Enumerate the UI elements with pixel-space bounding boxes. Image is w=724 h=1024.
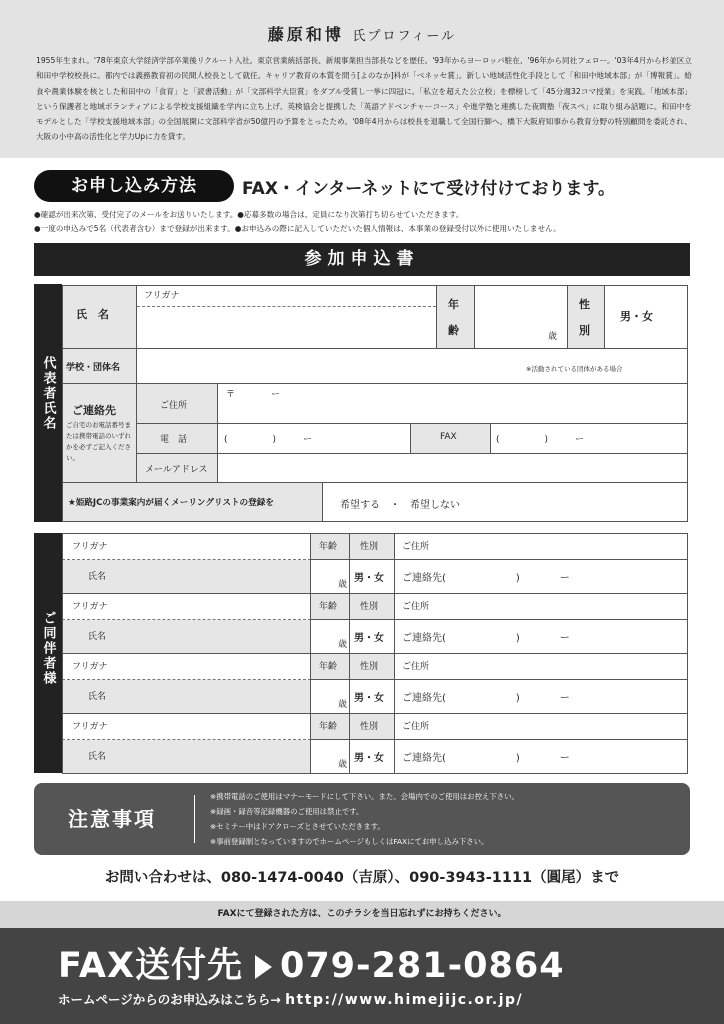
companion-furigana-label: フリガナ — [72, 542, 108, 552]
inquiry-line: お問い合わせは、080-1474-0040（吉原）、090-3943-1111（圓尾）まで — [104, 870, 620, 886]
companion-name-label: 氏名 — [88, 632, 107, 642]
method-note: ●一度の申込みで5名（代表者含む）まで登録が出来ます。●お申込みの際に記入していただいた個人情報は、本事業の登録受付以外に使用いたしません。 — [34, 224, 561, 233]
fax-number: 079-281-0864 — [279, 946, 565, 986]
rep-school-label: 学校・団体名 — [66, 363, 121, 373]
companion-sidebar: ご同伴者様 — [34, 533, 62, 773]
form-title: 参加申込書 — [34, 243, 690, 276]
rep-gender-label: 性別 — [579, 298, 590, 337]
rep-email-label: メールアドレス — [145, 465, 208, 475]
notice-heading: 注意事項 — [68, 807, 156, 831]
web-label: ホームページからのお申込みはこちら→ — [58, 992, 281, 1007]
companion-furigana-label: フリガナ — [72, 722, 108, 732]
companion-age-label: 年齢 — [319, 662, 338, 672]
rep-phone-format: ( ) ー — [224, 435, 313, 445]
rep-postal: 〒 ー — [226, 390, 281, 400]
website-link[interactable]: http://www.himejijc.or.jp/ — [285, 992, 524, 1008]
rep-mailing-options: 希望する ・ 希望しない — [340, 500, 460, 511]
companion-age-unit: 歳 — [338, 640, 348, 650]
method-headline: FAX・インターネットにて受け付けております。 — [242, 179, 616, 199]
companion-gender-label: 性別 — [360, 542, 379, 552]
companion-address-label: ご住所 — [402, 722, 430, 732]
method-notes — [34, 208, 694, 236]
companion-contact: ご連絡先( ) ー — [402, 693, 570, 704]
companion-age-label: 年齢 — [319, 602, 338, 612]
rep-furigana-label: フリガナ — [144, 291, 180, 301]
rep-sidebar: 代表者氏名 — [34, 284, 62, 522]
bring-flyer-note: FAXにて登録された方は、このチラシを当日忘れずにお持ちください。 — [0, 901, 724, 928]
rep-contact-label: ご連絡先 — [72, 404, 116, 417]
companion-age-unit: 歳 — [338, 760, 348, 770]
rep-contact-note: ご自宅のお電話番号または携帯電話のいずれかを必ずご記入ください。 — [66, 421, 131, 462]
companion-name-label: 氏名 — [88, 692, 107, 702]
companion-gender-options: 男・女 — [354, 693, 384, 704]
method-note: ●確認が出来次第、受付完了のメールをお送りいたします。●応募多数の場合は、定員になり次第打ち切らせていただきます。 — [34, 210, 464, 219]
fax-footer — [0, 928, 724, 1024]
method-label: お申し込み方法 — [34, 170, 234, 202]
profile-section — [0, 0, 724, 158]
notice-item: ※事前登録制となっていますのでホームページもしくはFAXにてお申し込み下さい。 — [210, 837, 489, 846]
application-method — [34, 170, 690, 204]
companion-contact: ご連絡先( ) ー — [402, 753, 570, 764]
notice-item: ※録画・録音等記録機器のご使用は禁止です。 — [210, 807, 364, 816]
notice-item: ※携帯電話のご使用はマナーモードにして下さい。また、会場内でのご使用はお控え下さい。 — [210, 792, 519, 801]
companion-furigana-label: フリガナ — [72, 602, 108, 612]
companion-gender-label: 性別 — [360, 602, 379, 612]
companion-age-unit: 歳 — [338, 580, 348, 590]
fax-destination — [58, 938, 565, 988]
companion-gender-label: 性別 — [360, 662, 379, 672]
companion-age-unit: 歳 — [338, 700, 348, 710]
notice-items — [210, 789, 519, 849]
companion-gender-options: 男・女 — [354, 753, 384, 764]
profile-title — [0, 22, 724, 45]
rep-address-label: ご住所 — [160, 401, 188, 411]
profile-suffix: 氏プロフィール — [352, 29, 457, 44]
companion-gender-options: 男・女 — [354, 633, 384, 644]
rep-age-unit: 歳 — [548, 332, 558, 342]
fax-label: FAX送付先 — [58, 946, 243, 986]
notice-divider — [194, 795, 195, 843]
companion-contact: ご連絡先( ) ー — [402, 573, 570, 584]
rep-name-label: 氏 名 — [76, 308, 109, 321]
rep-phone-label: 電 話 — [160, 435, 188, 445]
notice-box — [34, 783, 690, 855]
companion-contact: ご連絡先( ) ー — [402, 633, 570, 644]
profile-name: 藤原和博 — [267, 25, 344, 44]
companion-age-label: 年齢 — [319, 542, 338, 552]
companion-age-label: 年齢 — [319, 722, 338, 732]
web-application — [58, 990, 523, 1008]
companion-gender-options: 男・女 — [354, 573, 384, 584]
rep-mailing-question: ★姫路JCの事業案内が届くメーリングリストの登録を — [68, 498, 274, 508]
rep-gender-options: 男・女 — [620, 310, 653, 323]
rep-school-note: ※活動されている団体がある場合 — [526, 365, 623, 373]
rep-age-label: 年齢 — [448, 298, 459, 337]
companion-address-label: ご住所 — [402, 662, 430, 672]
companion-furigana-label: フリガナ — [72, 662, 108, 672]
companion-gender-label: 性別 — [360, 722, 379, 732]
companion-name-label: 氏名 — [88, 752, 107, 762]
companion-name-label: 氏名 — [88, 572, 107, 582]
notice-item: ※セミナー中はドアクローズとさせていただきます。 — [210, 822, 385, 831]
rep-fax-label: FAX — [440, 432, 457, 442]
rep-fax-format: ( ) ー — [496, 435, 585, 445]
profile-bio: 1955年生まれ。'78年東京大学経済学部卒業後リクルート入社。東京営業統括部長、新規事業担当部長などを歴任。'93年からヨーロッパ駐在、'96年から同社フェロー。'03年4月から杉並区立和田中学校校長に。都内では義務教育初の民間人校長として就任。キャリア教育の本質を問う[よのなか]科が「ベネッセ賞」。新しい地域活性化手段として「和田中地域本部」が「博報賞」。給食や農業体験を核とした和田中の「食育」と「読書活動」が「文部科学大臣賞」をダブル受賞し一挙に四冠に。「私立を超えた公立校」を標榜して「45分週32コマ授業」を実践。「地域本部」という保護者と地域ボランティアによる学校支援組織を学内に立ち上げ、英検協会と提携した「英語アドベンチャーコース」や進学塾と連携した夜間塾「夜スペ」に取り組み話題に。和田中をモデルとした「学校支援地域本部」の全国展開に文部科学省が50億円の予算をとったため、'08年4月からは校長を退職して全国行脚へ。橋下大阪府知事から教育分野の特別顧問を委託され、大阪の小中高の活性化と学力Upに力を貸す。 — [36, 56, 692, 142]
companion-address-label: ご住所 — [402, 602, 430, 612]
arrow-right-icon — [255, 955, 272, 979]
companion-address-label: ご住所 — [402, 542, 430, 552]
